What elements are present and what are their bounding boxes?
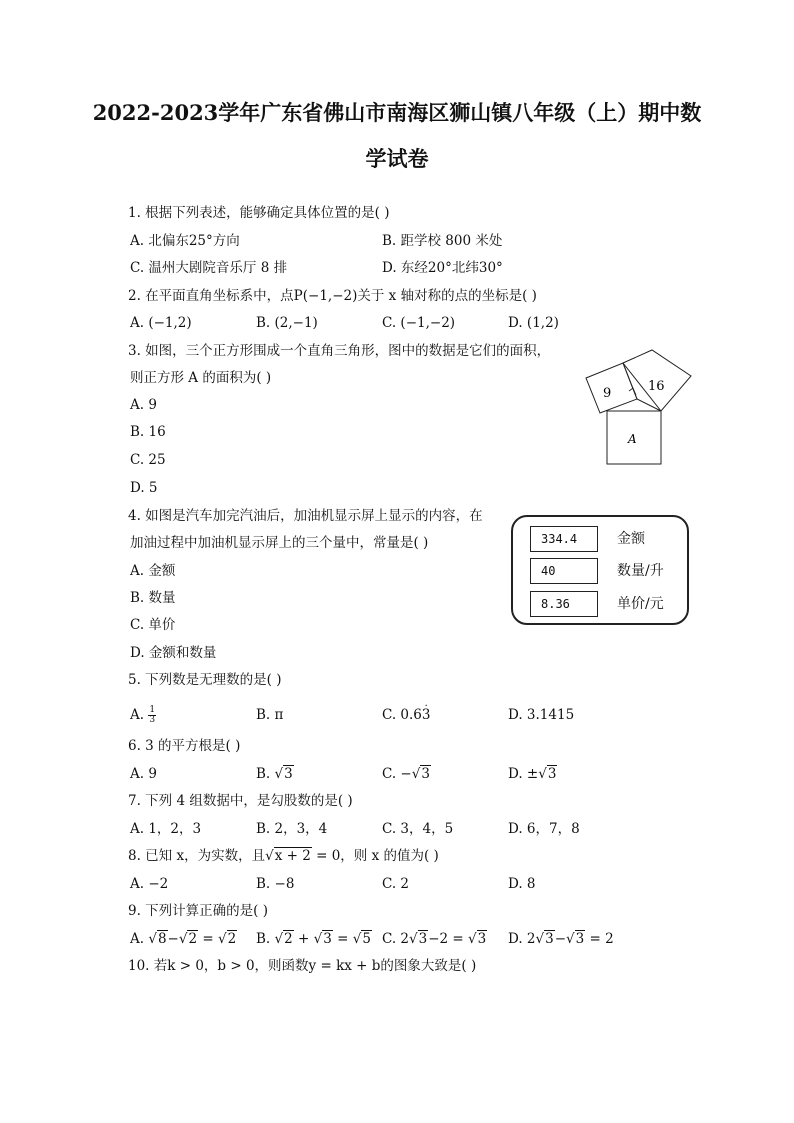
option-prefix: D. 2 xyxy=(508,931,536,947)
question-1-option-b: B. 距学校 800 米处 xyxy=(382,233,503,249)
question-6-stem: 6. 3 的平方根是( ) xyxy=(128,738,241,754)
operator: + xyxy=(293,931,314,947)
fraction-numerator: 1 xyxy=(149,705,156,715)
question-9-option-b: B. √2 + √3 = √5 xyxy=(256,931,371,947)
question-9-option-c: C. 2√3−2 = √3 xyxy=(382,931,487,947)
question-8-stem: 8. 已知 x，为实数，且√x + 2 = 0，则 x 的值为( ) xyxy=(128,848,439,864)
fuel-pump-display xyxy=(511,515,689,625)
question-6-option-a: A. 9 xyxy=(130,766,157,782)
radicand: x + 2 xyxy=(274,848,311,864)
unit-price-value: 8.36 xyxy=(530,591,598,617)
question-8-option-b: B. −8 xyxy=(256,876,295,892)
radicand: 2 xyxy=(188,931,198,947)
radicand: 2 xyxy=(227,931,237,947)
question-8-option-d: D. 8 xyxy=(508,876,536,892)
question-6-option-c: C. −√3 xyxy=(382,766,430,782)
question-9-option-d: D. 2√3−√3 = 2 xyxy=(508,931,614,947)
question-3-stem-line2: 则正方形 A 的面积为( ) xyxy=(130,370,272,386)
page-title-line2: 学试卷 xyxy=(365,146,429,171)
option-c-prefix: C. 0.6 xyxy=(382,707,422,723)
option-prefix: B. xyxy=(256,931,275,947)
radicand: 3 xyxy=(477,931,487,947)
option-prefix: C. 2 xyxy=(382,931,410,947)
question-1-stem: 1. 根据下列表述，能够确定具体位置的是( ) xyxy=(128,205,390,221)
option-a-prefix: A. xyxy=(130,707,145,723)
question-2-stem: 2. 在平面直角坐标系中，点P(−1,−2)关于 x 轴对称的点的坐标是( ) xyxy=(128,288,537,304)
question-4-stem-line1: 4. 如图是汽车加完汽油后，加油机显示屏上显示的内容，在 xyxy=(128,508,483,524)
option-prefix: A. xyxy=(130,931,149,947)
stem-prefix: 8. 已知 x，为实数，且 xyxy=(128,848,266,864)
operator: − xyxy=(167,931,179,947)
amount-value: 334.4 xyxy=(530,526,598,552)
radicand: 3 xyxy=(421,766,430,782)
question-3-stem-line1: 3. 如图，三个正方形围成一个直角三角形，图中的数据是它们的面积， xyxy=(128,343,551,359)
repeating-digit: 3 · xyxy=(422,707,431,723)
radicand: 5 xyxy=(362,931,371,947)
radicand: 3 xyxy=(418,931,428,947)
question-6-option-d: D. ±√3 xyxy=(508,766,557,782)
question-6-option-b: B. √3 xyxy=(256,766,293,782)
question-4-option-c: C. 单价 xyxy=(130,617,176,633)
option-b-prefix: B. xyxy=(256,766,275,782)
operator: = xyxy=(332,931,353,947)
question-2-option-a: A. (−1,2) xyxy=(130,315,192,331)
question-9-stem: 9. 下列计算正确的是( ) xyxy=(128,903,268,919)
question-1-option-d: D. 东经20°北纬30° xyxy=(382,260,503,276)
square-a-label: A xyxy=(628,432,637,446)
question-4-option-b: B. 数量 xyxy=(130,590,176,606)
stem-suffix: = 0，则 x 的值为( ) xyxy=(311,848,439,864)
question-5-option-b: B. π xyxy=(256,707,284,723)
fraction-denominator: 3 xyxy=(149,715,156,725)
question-7-option-c: C. 3，4，5 xyxy=(382,821,454,837)
question-4-stem-line2: 加油过程中加油机显示屏上的三个量中，常量是( ) xyxy=(130,535,429,551)
question-1-option-a: A. 北偏东25°方向 xyxy=(130,233,240,249)
question-3-option-a: A. 9 xyxy=(130,397,157,413)
radicand: 2 xyxy=(284,931,293,947)
question-5-option-d: D. 3.1415 xyxy=(508,707,575,723)
quantity-label: 数量/升 xyxy=(617,563,664,579)
quantity-value: 40 xyxy=(530,558,598,584)
radicand: 3 xyxy=(547,766,557,782)
page-title-line1: 2022-2023学年广东省佛山市南海区狮山镇八年级（上）期中数 xyxy=(92,100,702,125)
operator: − xyxy=(554,931,567,947)
question-7-stem: 7. 下列 4 组数据中，是勾股数的是( ) xyxy=(128,793,353,809)
question-5-stem: 5. 下列数是无理数的是( ) xyxy=(128,672,282,688)
question-4-option-d: D. 金额和数量 xyxy=(130,645,217,661)
squares-figure xyxy=(575,345,700,470)
question-5-option-a xyxy=(130,706,156,725)
radicand: 3 xyxy=(575,931,585,947)
fraction-one-third xyxy=(148,706,156,725)
question-4-option-a: A. 金额 xyxy=(130,563,176,579)
option-c-prefix: C. − xyxy=(382,766,412,782)
question-7-option-d: D. 6，7，8 xyxy=(508,821,580,837)
question-8-option-c: C. 2 xyxy=(382,876,410,892)
radicand: 3 xyxy=(545,931,554,947)
question-10-stem: 10. 若k > 0，b > 0，则函数y = kx + b的图象大致是( ) xyxy=(128,958,477,974)
square-16-label: 16 xyxy=(648,379,665,394)
question-8-option-a: A. −2 xyxy=(130,876,169,892)
question-2-option-b: B. (2,−1) xyxy=(256,315,318,331)
question-3-option-d: D. 5 xyxy=(130,480,158,496)
question-9-option-a: A. √8−√2 = √2 xyxy=(130,931,237,947)
radicand: 3 xyxy=(284,766,293,782)
radicand: 8 xyxy=(157,931,167,947)
question-7-option-a: A. 1，2，3 xyxy=(130,821,202,837)
operator: = xyxy=(198,931,218,947)
square-9-label: 9 xyxy=(603,386,612,401)
question-1-option-c: C. 温州大剧院音乐厅 8 排 xyxy=(130,260,288,276)
question-2-option-d: D. (1,2) xyxy=(508,315,559,331)
operator: = 2 xyxy=(585,931,614,947)
option-d-prefix: D. ± xyxy=(508,766,539,782)
question-2-option-c: C. (−1,−2) xyxy=(382,315,456,331)
question-3-option-c: C. 25 xyxy=(130,452,166,468)
question-3-option-b: B. 16 xyxy=(130,424,166,440)
question-5-option-c xyxy=(382,706,431,724)
unit-price-label: 单价/元 xyxy=(617,596,664,612)
radicand: 3 xyxy=(323,931,332,947)
operator: −2 = xyxy=(428,931,469,947)
question-7-option-b: B. 2，3，4 xyxy=(256,821,328,837)
amount-label: 金额 xyxy=(617,531,645,547)
